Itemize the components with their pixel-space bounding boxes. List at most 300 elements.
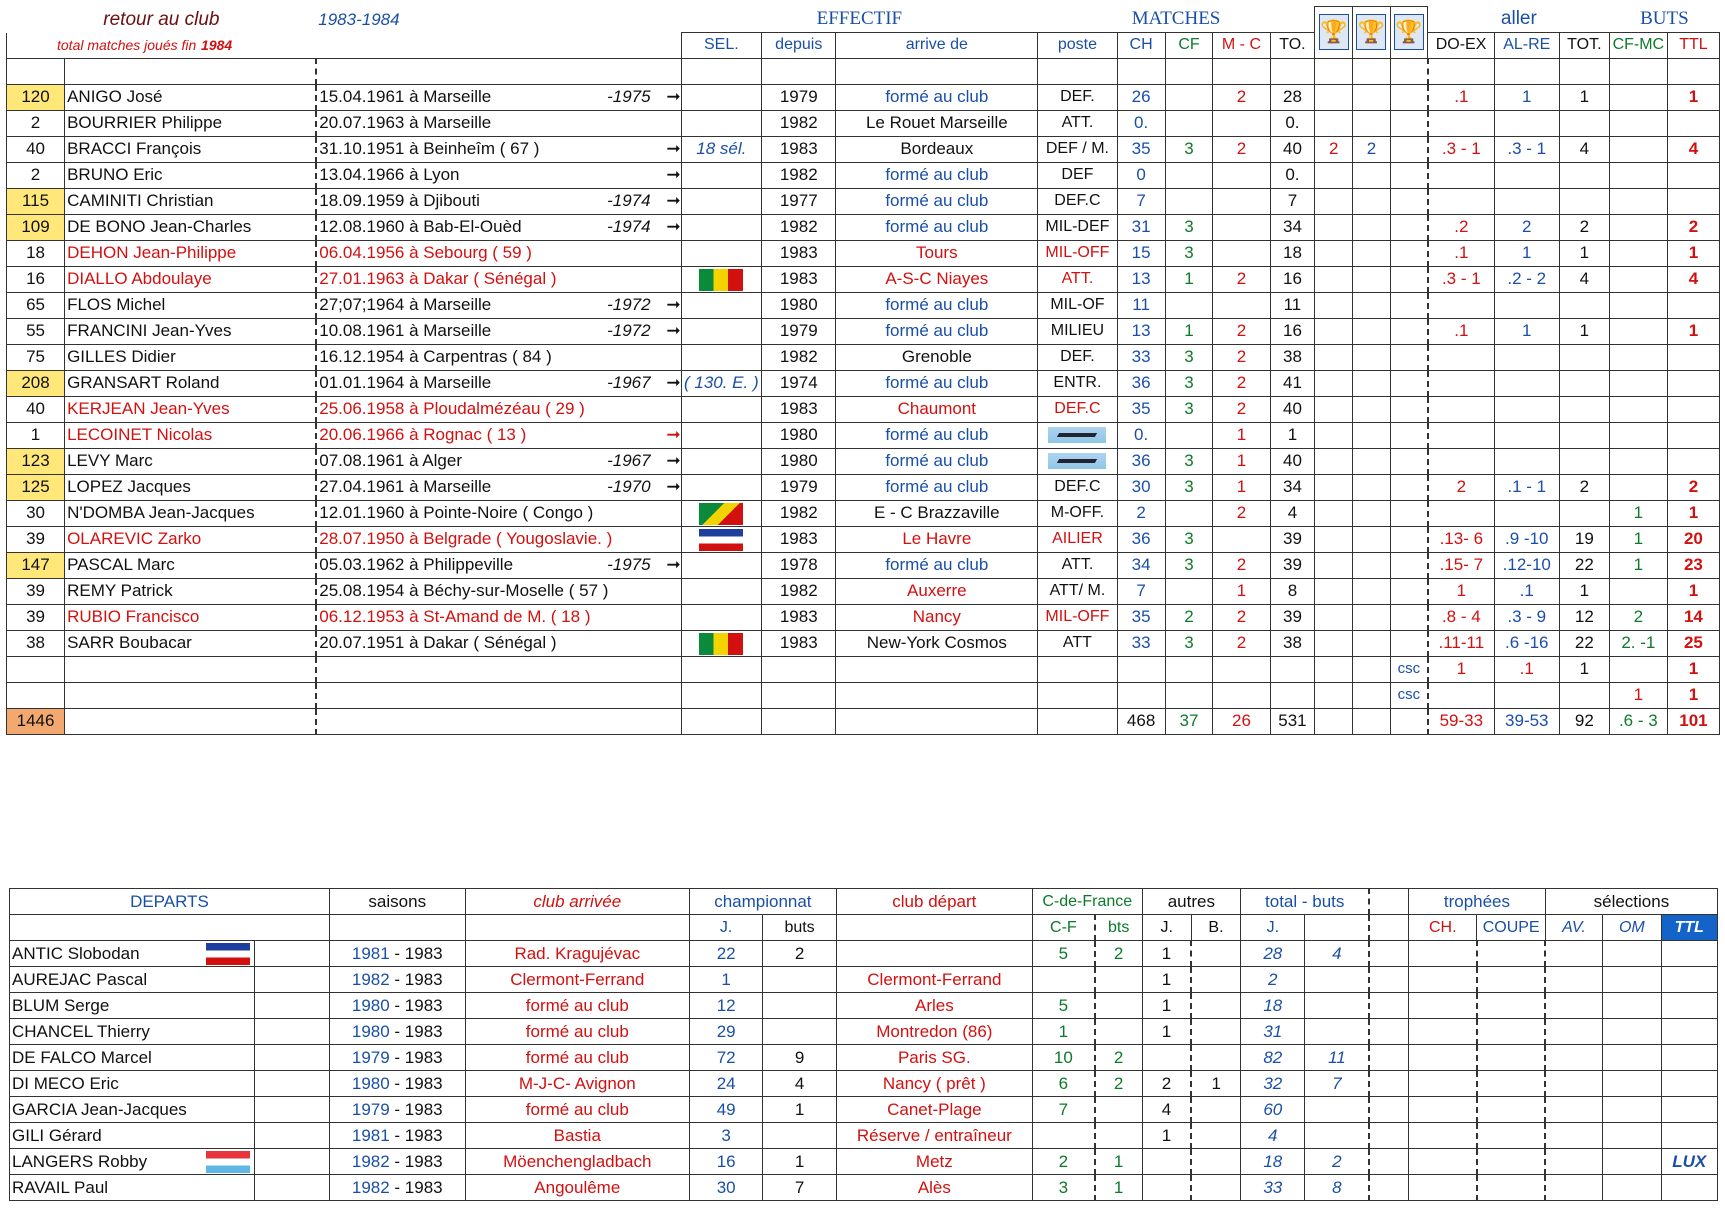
player-origin-club: formé au club: [836, 448, 1038, 474]
player-doex: .1: [1428, 240, 1494, 266]
player-to: 39: [1270, 526, 1315, 552]
depart-sel-ttl: [1661, 941, 1718, 967]
player-total-matches: 109: [7, 214, 65, 240]
player-mc: 1: [1213, 578, 1270, 604]
player-tot: [1559, 422, 1609, 448]
player-to: 8: [1270, 578, 1315, 604]
player-doex: [1428, 292, 1494, 318]
player-birth: 10.08.1961 à Marseille: [319, 321, 492, 340]
player-cfmc: [1609, 370, 1667, 396]
empty-cell: [316, 656, 681, 682]
player-mc: [1213, 240, 1270, 266]
depart-name: CHANCEL Thierry: [12, 1021, 150, 1041]
player-birth-cell: [316, 474, 681, 500]
player-trophy-2: 2: [1353, 136, 1391, 162]
depart-autres-j: 1: [1142, 941, 1191, 967]
depart-sel-ttl: [1661, 1097, 1718, 1123]
departs-header-row-1: [10, 889, 1718, 915]
players-table: [6, 6, 1720, 735]
depart-total-j: 33: [1241, 1175, 1305, 1201]
player-total-matches: 40: [7, 136, 65, 162]
csc-cfmc: 1: [1609, 682, 1667, 708]
player-ch: 0.: [1117, 422, 1165, 448]
player-trophy-2: [1353, 422, 1391, 448]
depart-sel-ttl: [1661, 1123, 1718, 1149]
player-since-year: 1980: [762, 422, 836, 448]
player-selection: 18 sél.: [681, 136, 762, 162]
player-alre: .1 - 1: [1494, 474, 1559, 500]
player-selection: [681, 110, 762, 136]
depart-sel-ttl: [1661, 1045, 1718, 1071]
empty-cell: [1369, 1071, 1408, 1097]
player-ttl: [1667, 162, 1719, 188]
player-selection: [681, 84, 762, 110]
empty-cell: [1213, 656, 1270, 682]
total-cfmc: .6 - 3: [1609, 708, 1667, 734]
player-cf: 3: [1165, 552, 1213, 578]
player-cf: 3: [1165, 630, 1213, 656]
player-doex: .13- 6: [1428, 526, 1494, 552]
depart-row: [10, 1149, 1718, 1175]
player-birth: 15.04.1961 à Marseille: [319, 87, 492, 106]
player-since-club: -1975: [607, 555, 651, 574]
player-mc: 2: [1213, 84, 1270, 110]
depart-total-j: 82: [1241, 1045, 1305, 1071]
player-name: ANIGO José: [65, 84, 317, 110]
player-mc: 2: [1213, 266, 1270, 292]
player-to: 16: [1270, 318, 1315, 344]
empty-cell: [255, 1175, 329, 1201]
player-ch: 34: [1117, 552, 1165, 578]
player-trophy-2: [1353, 240, 1391, 266]
player-to: 0.: [1270, 110, 1315, 136]
player-to: 28: [1270, 84, 1315, 110]
season-end: 1983: [404, 1099, 443, 1119]
arrow-icon: ➞: [666, 321, 681, 340]
empty-cell: [255, 941, 329, 967]
player-birth-cell: [316, 552, 681, 578]
player-ch: 33: [1117, 630, 1165, 656]
subtitle-year: 1984: [201, 37, 233, 53]
player-trophy-2: [1353, 188, 1391, 214]
player-since-club: -1974: [607, 191, 651, 210]
player-trophy-3: [1390, 240, 1428, 266]
selections-label: sélections: [1545, 889, 1717, 915]
players-body: [7, 84, 1720, 734]
player-ttl: 25: [1667, 630, 1719, 656]
player-cfmc: [1609, 84, 1667, 110]
empty-cell: [1315, 708, 1353, 734]
player-cf: 1: [1165, 266, 1213, 292]
player-to: 40: [1270, 136, 1315, 162]
trophy-2-icon: 🏆: [1353, 7, 1391, 59]
depart-row: [10, 1019, 1718, 1045]
player-cfmc: [1609, 396, 1667, 422]
effectif-label: EFFECTIF: [816, 8, 903, 30]
player-to: 39: [1270, 552, 1315, 578]
player-trophy-1: [1315, 396, 1353, 422]
player-birth-cell: [316, 578, 681, 604]
country-flag-icon: [699, 269, 743, 291]
player-total-matches: 39: [7, 578, 65, 604]
player-selection: [681, 318, 762, 344]
player-cf: [1165, 110, 1213, 136]
player-since-club: -1975: [607, 87, 651, 106]
player-birth: 07.08.1961 à Alger: [319, 451, 462, 470]
player-cfmc: [1609, 110, 1667, 136]
player-name: CAMINITI Christian: [65, 188, 317, 214]
player-trophy-2: [1353, 214, 1391, 240]
player-alre: [1494, 162, 1559, 188]
player-cf: 3: [1165, 344, 1213, 370]
player-trophy-1: [1315, 552, 1353, 578]
empty-cell: [1603, 967, 1661, 993]
player-tot: [1559, 448, 1609, 474]
player-ch: 2: [1117, 500, 1165, 526]
player-cfmc: [1609, 162, 1667, 188]
empty-cell: [1603, 993, 1661, 1019]
player-tot: [1559, 110, 1609, 136]
depart-total-b: 8: [1305, 1175, 1369, 1201]
player-mc: 2: [1213, 136, 1270, 162]
depart-name: LANGERS Robby: [12, 1151, 148, 1171]
depart-ch-j: 1: [689, 967, 762, 993]
player-since-year: 1982: [762, 500, 836, 526]
player-to: 18: [1270, 240, 1315, 266]
empty-cell: [255, 967, 329, 993]
player-trophy-2: [1353, 84, 1391, 110]
player-name: FRANCINI Jean-Yves: [65, 318, 317, 344]
csc-ttl: 1: [1667, 656, 1719, 682]
player-since-year: 1978: [762, 552, 836, 578]
depart-row: [10, 1097, 1718, 1123]
player-selection: [681, 344, 762, 370]
arrow-icon: ➞: [666, 555, 681, 574]
player-cfmc: [1609, 578, 1667, 604]
player-cfmc: [1609, 214, 1667, 240]
col-ttl: TTL: [1667, 33, 1719, 59]
player-ttl: [1667, 396, 1719, 422]
empty-cell: [1315, 682, 1353, 708]
player-origin-club: Nancy: [836, 604, 1038, 630]
player-cfmc: [1609, 240, 1667, 266]
player-mc: 2: [1213, 630, 1270, 656]
player-birth-cell: [316, 422, 681, 448]
player-trophy-2: [1353, 474, 1391, 500]
player-doex: [1428, 422, 1494, 448]
player-alre: .9 -10: [1494, 526, 1559, 552]
depart-club-depart: Alès: [836, 1175, 1032, 1201]
player-birth-cell: [316, 630, 681, 656]
player-total-matches: 75: [7, 344, 65, 370]
player-cf: 3: [1165, 526, 1213, 552]
player-ttl: 4: [1667, 266, 1719, 292]
depart-name-cell: [10, 1071, 255, 1097]
arrow-icon: ➞: [666, 451, 681, 470]
player-total-matches: 18: [7, 240, 65, 266]
player-total-matches: 1: [7, 422, 65, 448]
player-since-year: 1979: [762, 474, 836, 500]
season-start: 1981: [351, 943, 390, 963]
autres-label: autres: [1142, 889, 1241, 915]
empty-cell: [1477, 1149, 1545, 1175]
player-trophy-3: [1390, 318, 1428, 344]
player-to: 11: [1270, 292, 1315, 318]
subtitle-prefix: total matches joués fin: [57, 37, 197, 53]
col-cfmc: CF-MC: [1609, 33, 1667, 59]
empty-cell: [1270, 682, 1315, 708]
arrow-icon: ➞: [666, 295, 681, 314]
depart-club-arrivee: Möenchengladbach: [465, 1149, 689, 1175]
player-position: ATT/ M.: [1038, 578, 1117, 604]
player-name: SARR Boubacar: [65, 630, 317, 656]
col-poste: poste: [1038, 33, 1117, 59]
player-trophy-2: [1353, 630, 1391, 656]
player-mc: 2: [1213, 552, 1270, 578]
player-row: [7, 526, 1720, 552]
player-row: [7, 630, 1720, 656]
depart-autres-j: 1: [1142, 1123, 1191, 1149]
empty-cell: [65, 708, 317, 734]
player-ch: 13: [1117, 318, 1165, 344]
player-trophy-3: [1390, 136, 1428, 162]
depart-total-b: [1305, 993, 1369, 1019]
season-end: 1983: [404, 1125, 443, 1145]
player-row: [7, 396, 1720, 422]
depart-name: GILI Gérard: [12, 1125, 102, 1145]
player-since-year: 1983: [762, 526, 836, 552]
col-tot: TOT.: [1559, 33, 1609, 59]
player-tot: 22: [1559, 552, 1609, 578]
depart-row: [10, 967, 1718, 993]
player-row: [7, 604, 1720, 630]
depart-total-b: [1305, 967, 1369, 993]
player-to: 34: [1270, 214, 1315, 240]
player-birth-cell: [316, 396, 681, 422]
depart-ch-j: 24: [689, 1071, 762, 1097]
season-start: 1982: [351, 1177, 390, 1197]
player-row: [7, 162, 1720, 188]
empty-cell: [762, 656, 836, 682]
depart-name-cell: [10, 993, 255, 1019]
player-ch: 7: [1117, 188, 1165, 214]
player-ch: 0: [1117, 162, 1165, 188]
player-to: 16: [1270, 266, 1315, 292]
player-mc: 2: [1213, 318, 1270, 344]
season-start: 1980: [351, 1073, 390, 1093]
player-name: OLAREVIC Zarko: [65, 526, 317, 552]
cdf-label: C-de-France: [1032, 889, 1142, 915]
player-position: ATT.: [1038, 110, 1117, 136]
player-position: ATT: [1038, 630, 1117, 656]
player-birth-cell: [316, 162, 681, 188]
player-name: N'DOMBA Jean-Jacques: [65, 500, 317, 526]
club-arrivee-label: club arrivée: [465, 889, 689, 915]
depart-ch-buts: 7: [763, 1175, 836, 1201]
empty-cell: [1369, 1149, 1408, 1175]
sub-j3: J.: [1241, 915, 1305, 941]
player-to: 0.: [1270, 162, 1315, 188]
empty-cell: [1409, 1149, 1477, 1175]
player-to: 39: [1270, 604, 1315, 630]
player-selection: [681, 578, 762, 604]
player-ttl: 1: [1667, 578, 1719, 604]
player-trophy-3: [1390, 630, 1428, 656]
player-ttl: 14: [1667, 604, 1719, 630]
player-alre: [1494, 448, 1559, 474]
player-position: M-OFF.: [1038, 500, 1117, 526]
player-origin-club: formé au club: [836, 552, 1038, 578]
player-mc: [1213, 110, 1270, 136]
player-tot: 4: [1559, 266, 1609, 292]
player-doex: .11-11: [1428, 630, 1494, 656]
player-birth-cell: [316, 344, 681, 370]
player-cf: [1165, 292, 1213, 318]
empty-cell: [1545, 941, 1602, 967]
player-since-club: -1967: [607, 373, 651, 392]
player-name: KERJEAN Jean-Yves: [65, 396, 317, 422]
player-alre: .12-10: [1494, 552, 1559, 578]
player-trophy-3: [1390, 552, 1428, 578]
depart-cf-bts: [1095, 1123, 1142, 1149]
player-cfmc: [1609, 448, 1667, 474]
player-to: 1: [1270, 422, 1315, 448]
empty-cell: [1477, 1097, 1545, 1123]
player-birth: 27;07;1964 à Marseille: [319, 295, 492, 314]
depart-sel-ttl: [1661, 1019, 1718, 1045]
player-row: [7, 266, 1720, 292]
empty-cell: [1369, 1097, 1408, 1123]
empty-cell: [1390, 708, 1428, 734]
depart-name-cell: [10, 967, 255, 993]
player-total-matches: 39: [7, 604, 65, 630]
depart-autres-j: 4: [1142, 1097, 1191, 1123]
player-origin-club: Auxerre: [836, 578, 1038, 604]
player-alre: [1494, 396, 1559, 422]
player-ch: 7: [1117, 578, 1165, 604]
depart-club-arrivee: Bastia: [465, 1123, 689, 1149]
player-cf: 3: [1165, 136, 1213, 162]
empty-cell: [762, 708, 836, 734]
player-position: ENTR.: [1038, 370, 1117, 396]
depart-club-arrivee: Clermont-Ferrand: [465, 967, 689, 993]
empty-cell: [1545, 1097, 1602, 1123]
depart-autres-j: 1: [1142, 967, 1191, 993]
empty-cell: [1477, 1175, 1545, 1201]
player-mc: 2: [1213, 396, 1270, 422]
player-selection: ( 130. E. ): [681, 370, 762, 396]
player-total-matches: 208: [7, 370, 65, 396]
depart-name: DI MECO Eric: [12, 1073, 119, 1093]
player-cfmc: [1609, 474, 1667, 500]
player-trophy-2: [1353, 318, 1391, 344]
depart-club-depart: Réserve / entraîneur: [836, 1123, 1032, 1149]
sub-j: J.: [689, 915, 762, 941]
player-ttl: 2: [1667, 474, 1719, 500]
player-origin-club: Bordeaux: [836, 136, 1038, 162]
csc-alre: .1: [1494, 656, 1559, 682]
player-to: 41: [1270, 370, 1315, 396]
depart-club-depart: Paris SG.: [836, 1045, 1032, 1071]
player-doex: [1428, 188, 1494, 214]
player-origin-club: Chaumont: [836, 396, 1038, 422]
player-total-matches: 125: [7, 474, 65, 500]
top-header-row-2: [7, 33, 1720, 59]
player-cfmc: 1: [1609, 526, 1667, 552]
empty-cell: [1545, 1149, 1602, 1175]
player-to: 34: [1270, 474, 1315, 500]
player-birth: 28.07.1950 à Belgrade ( Yougoslavie. ): [319, 529, 613, 548]
player-ttl: [1667, 188, 1719, 214]
depart-cf-bts: [1095, 993, 1142, 1019]
top-header-row-1: [7, 7, 1720, 33]
csc-row: [7, 682, 1720, 708]
col-alre: AL-RE: [1494, 33, 1559, 59]
player-ch: 36: [1117, 526, 1165, 552]
player-doex: .2: [1428, 214, 1494, 240]
player-cf: 1: [1165, 318, 1213, 344]
player-origin-club: formé au club: [836, 292, 1038, 318]
player-cf: [1165, 422, 1213, 448]
player-since-club: -1967: [607, 451, 651, 470]
player-since-year: 1983: [762, 630, 836, 656]
empty-cell: [1409, 1071, 1477, 1097]
player-position: DEF / M.: [1038, 136, 1117, 162]
player-birth: 27.04.1961 à Marseille: [319, 477, 492, 496]
player-since-year: 1980: [762, 448, 836, 474]
player-position: [1038, 422, 1117, 448]
player-doex: 1: [1428, 578, 1494, 604]
player-alre: [1494, 344, 1559, 370]
player-ttl: [1667, 422, 1719, 448]
depart-total-b: 2: [1305, 1149, 1369, 1175]
player-cfmc: 1: [1609, 500, 1667, 526]
depart-name-cell: [10, 1097, 255, 1123]
empty-cell: [1477, 967, 1545, 993]
total-cf: 37: [1165, 708, 1213, 734]
player-tot: [1559, 162, 1609, 188]
depart-club-arrivee: Rad. Kragujévac: [465, 941, 689, 967]
season-end: 1983: [404, 943, 443, 963]
empty-cell: [1117, 682, 1165, 708]
player-tot: [1559, 344, 1609, 370]
season-end: 1983: [404, 1177, 443, 1197]
empty-cell: [681, 682, 762, 708]
player-position: [1038, 448, 1117, 474]
arrow-icon: ➞: [666, 191, 681, 210]
depart-club-depart: Clermont-Ferrand: [836, 967, 1032, 993]
player-name: DIALLO Abdoulaye: [65, 266, 317, 292]
player-trophy-3: [1390, 422, 1428, 448]
depart-sel-ttl: [1661, 993, 1718, 1019]
depart-seasons: 1980 - 1983: [329, 1019, 465, 1045]
depart-autres-b: [1191, 993, 1240, 1019]
empty-cell: [1603, 1019, 1661, 1045]
player-birth: 18.09.1959 à Djibouti: [319, 191, 480, 210]
player-trophy-2: [1353, 110, 1391, 136]
player-alre: 1: [1494, 84, 1559, 110]
saisons-label: saisons: [329, 889, 465, 915]
player-trophy-2: [1353, 604, 1391, 630]
player-ttl: 23: [1667, 552, 1719, 578]
player-tot: [1559, 500, 1609, 526]
player-birth: 20.07.1951 à Dakar ( Sénégal ): [319, 633, 557, 652]
depart-name-cell: [10, 1045, 255, 1071]
empty-cell: [1477, 993, 1545, 1019]
country-flag-icon: [699, 633, 743, 655]
empty-cell: [1369, 967, 1408, 993]
player-birth-cell: [316, 500, 681, 526]
